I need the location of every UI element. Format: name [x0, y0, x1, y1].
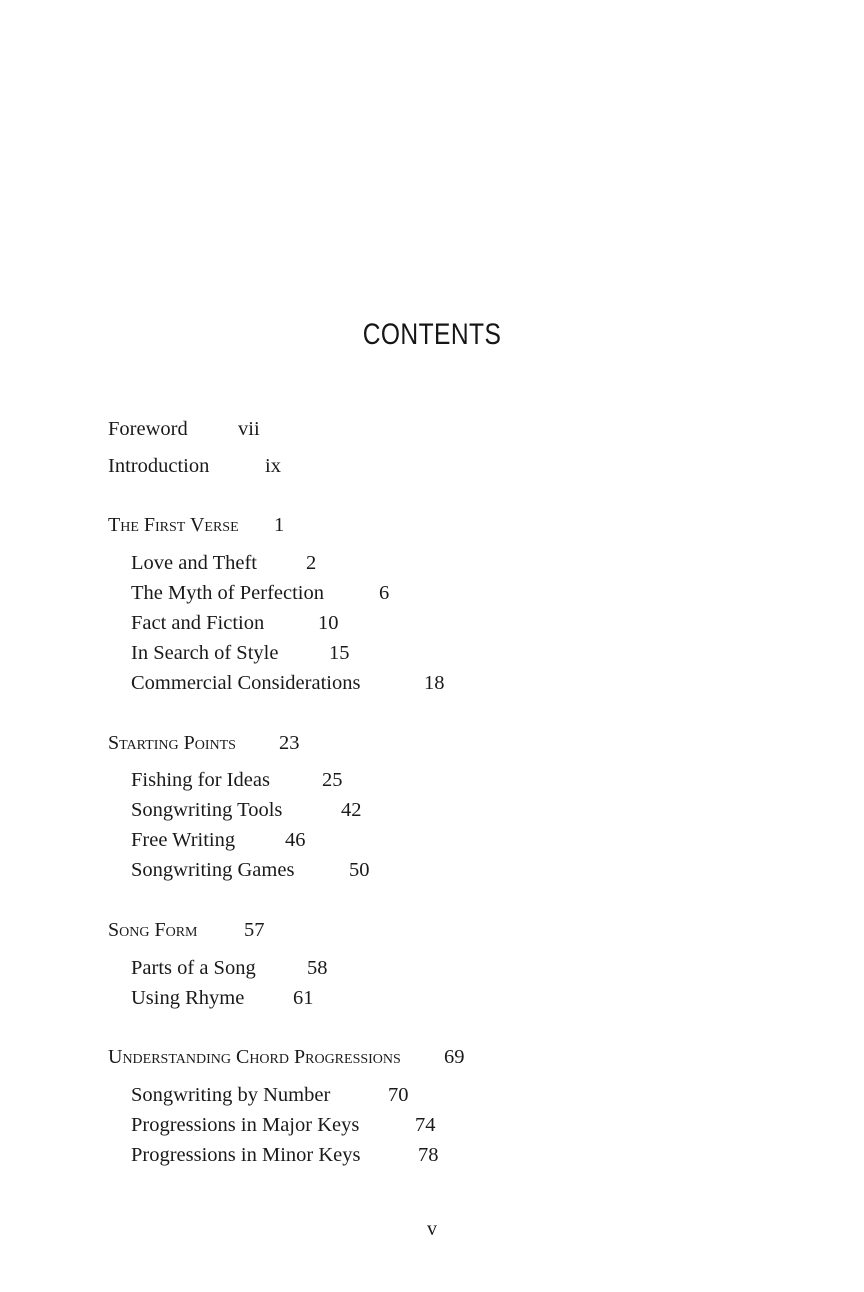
- page-folio: v: [427, 1218, 437, 1240]
- entry-label: Love and Theft: [131, 552, 257, 574]
- entry-page: 25: [322, 769, 343, 791]
- entry-page: 42: [341, 799, 362, 821]
- entry-label: Songwriting Games: [131, 859, 295, 881]
- section-title: Song Form: [108, 919, 198, 941]
- entry-page: 50: [349, 859, 370, 881]
- entry-label: Fishing for Ideas: [131, 769, 270, 791]
- entry-label: Fact and Fiction: [131, 612, 265, 634]
- entry-label: Parts of a Song: [131, 957, 256, 979]
- entry-page: vii: [238, 418, 260, 440]
- entry-page: 78: [418, 1144, 439, 1166]
- entry-page: ix: [265, 455, 281, 477]
- entry-label: Songwriting by Number: [131, 1084, 331, 1106]
- entry-label: In Search of Style: [131, 642, 279, 664]
- entry-label: The Myth of Perfection: [131, 582, 324, 604]
- entry-label: Progressions in Minor Keys: [131, 1144, 361, 1166]
- entry-page: 18: [424, 672, 445, 694]
- entry-page: 15: [329, 642, 350, 664]
- entry-page: 61: [293, 987, 314, 1009]
- entry-label: Commercial Considerations: [131, 672, 361, 694]
- entry-page: 6: [379, 582, 390, 604]
- section-title: Understanding Chord Progressions: [108, 1046, 401, 1068]
- entry-label: Free Writing: [131, 829, 236, 851]
- entry-label: Introduction: [108, 455, 210, 477]
- section-title: Starting Points: [108, 732, 236, 754]
- section-page: 23: [279, 732, 300, 754]
- entry-page: 58: [307, 957, 328, 979]
- entry-page: 2: [306, 552, 317, 574]
- entry-label: Using Rhyme: [131, 987, 245, 1009]
- entry-label: Songwriting Tools: [131, 799, 283, 821]
- page-title: CONTENTS: [362, 318, 502, 351]
- entry-label: Progressions in Major Keys: [131, 1114, 360, 1136]
- entry-page: 46: [285, 829, 306, 851]
- entry-page: 70: [388, 1084, 409, 1106]
- entry-page: 74: [415, 1114, 436, 1136]
- section-page: 57: [244, 919, 265, 941]
- entry-label: Foreword: [108, 418, 188, 440]
- section-title: The First Verse: [108, 514, 239, 536]
- section-page: 1: [274, 514, 285, 536]
- entry-page: 10: [318, 612, 339, 634]
- section-page: 69: [444, 1046, 465, 1068]
